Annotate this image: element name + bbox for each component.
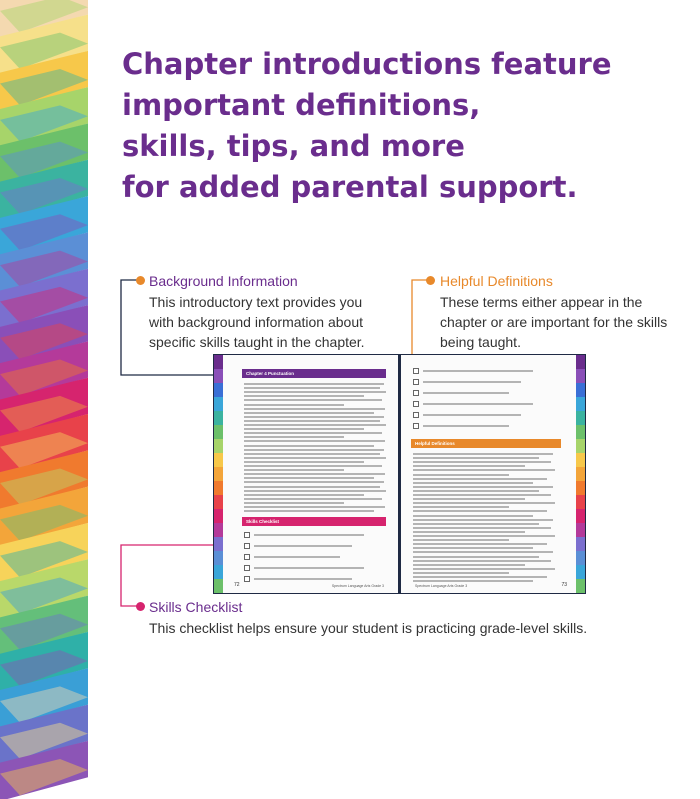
body-text-line <box>244 498 382 500</box>
definition-text-line <box>413 547 533 549</box>
body-text-line <box>244 412 374 414</box>
right-page-rainbow <box>576 355 585 593</box>
body-text-line <box>244 502 344 504</box>
body-text-line <box>244 453 380 455</box>
checklist-item-text <box>423 392 509 394</box>
definition-text-line <box>413 572 509 574</box>
headline <box>122 44 682 208</box>
book-spine <box>398 354 401 594</box>
body-text-line <box>244 506 385 508</box>
checkbox <box>244 565 250 571</box>
definitions-callout-line: being taught. <box>440 334 521 350</box>
checkbox <box>244 543 250 549</box>
definition-text-line <box>413 515 533 517</box>
checklist-callout-title: Skills Checklist <box>149 599 243 615</box>
checklist-item-text <box>254 556 340 558</box>
checklist-item-text <box>423 414 521 416</box>
definition-text-line <box>413 478 547 480</box>
body-text-line <box>244 420 380 422</box>
checklist-item <box>413 378 553 387</box>
body-text-line <box>244 477 374 479</box>
checklist-item-text <box>254 534 364 536</box>
checklist-item <box>244 575 384 584</box>
checklist-callout-line: This checklist helps ensure your student is practicing grade-level skills. <box>149 620 588 636</box>
checkbox <box>244 532 250 538</box>
definition-text-line <box>413 502 555 504</box>
background-callout-line: with background information about <box>149 314 364 330</box>
definition-text-line <box>413 494 551 496</box>
body-text-line <box>244 387 380 389</box>
definition-text-line <box>413 510 547 512</box>
body-text-line <box>244 404 344 406</box>
body-text-line <box>244 449 384 451</box>
definition-text-line <box>413 474 509 476</box>
checkbox <box>413 368 419 374</box>
body-text-line <box>244 399 382 401</box>
checklist-item-text <box>423 403 533 405</box>
definitions-callout <box>440 272 667 352</box>
body-text-line <box>244 494 364 496</box>
right-page <box>400 354 586 594</box>
checklist-item-text <box>423 381 521 383</box>
checklist-item-text <box>254 578 352 580</box>
checkbox <box>244 576 250 582</box>
definition-text-line <box>413 465 525 467</box>
headline-line-3: skills, tips, and more <box>122 129 465 163</box>
headline-line-4: for added parental support. <box>122 170 578 204</box>
definition-text-line <box>413 498 525 500</box>
body-text-line <box>244 440 385 442</box>
body-text-line <box>244 432 382 434</box>
definition-text-line <box>413 551 553 553</box>
checklist-item-text <box>254 545 352 547</box>
checklist-item-text <box>423 370 533 372</box>
checkbox <box>244 554 250 560</box>
body-text-line <box>244 436 344 438</box>
definition-text-line <box>413 523 539 525</box>
body-text-line <box>244 510 374 512</box>
definition-text-line <box>413 506 509 508</box>
definition-text-line <box>413 531 525 533</box>
checklist-item <box>244 531 384 540</box>
body-text-line <box>244 445 374 447</box>
body-text-line <box>244 473 385 475</box>
headline-line-1: Chapter introductions feature <box>122 47 612 81</box>
checkbox <box>413 401 419 407</box>
body-text-line <box>244 465 382 467</box>
body-text-line <box>244 424 386 426</box>
checklist-item <box>413 411 553 420</box>
body-text-line <box>244 457 386 459</box>
right-page-footer: Spectrum Language Arts Grade 3 <box>415 584 468 588</box>
definitions-callout-line: chapter or are important for the skills <box>440 314 668 330</box>
definitions-callout-title: Helpful Definitions <box>440 273 553 289</box>
left-page <box>213 354 399 594</box>
definition-text-line <box>413 453 553 455</box>
body-text-line <box>244 481 384 483</box>
definition-text-line <box>413 580 533 582</box>
checklist-callout-dot <box>136 602 145 611</box>
background-callout <box>149 272 365 352</box>
checklist-item <box>244 553 384 562</box>
chapter-tab: Chapter 4 Punctuation <box>242 369 386 378</box>
body-text-line <box>244 383 384 385</box>
definition-text-line <box>413 576 547 578</box>
body-text-line <box>244 469 344 471</box>
background-callout-title: Background Information <box>149 273 298 289</box>
definition-text-line <box>413 556 539 558</box>
background-callout-line: This introductory text provides you <box>149 294 363 310</box>
body-text-line <box>244 490 386 492</box>
helpful-definitions-tab: Helpful Definitions <box>411 439 561 448</box>
body-text-line <box>244 391 386 393</box>
checkbox <box>413 390 419 396</box>
checklist-callout <box>149 598 587 638</box>
body-text-line <box>244 395 364 397</box>
definition-text-line <box>413 560 551 562</box>
background-callout-line: specific skills taught in the chapter. <box>149 334 365 350</box>
checklist-item <box>413 367 553 376</box>
decorative-color-strip <box>0 0 88 799</box>
checkbox <box>413 423 419 429</box>
definition-text-line <box>413 535 555 537</box>
body-text-line <box>244 486 380 488</box>
definition-text-line <box>413 564 525 566</box>
body-text-line <box>244 428 364 430</box>
definition-text-line <box>413 568 555 570</box>
definition-text-line <box>413 482 533 484</box>
definition-text-line <box>413 486 553 488</box>
definition-text-line <box>413 519 553 521</box>
right-page-number: 73 <box>561 582 567 588</box>
definition-text-line <box>413 543 547 545</box>
checklist-item <box>244 564 384 573</box>
checkbox <box>413 379 419 385</box>
definition-text-line <box>413 527 551 529</box>
body-text-line <box>244 416 384 418</box>
checklist-item <box>413 400 553 409</box>
definition-text-line <box>413 461 551 463</box>
body-text-line <box>244 408 385 410</box>
skills-checklist-tab: Skills Checklist <box>242 517 386 526</box>
definition-text-line <box>413 490 539 492</box>
left-page-rainbow <box>214 355 223 593</box>
workbook-preview <box>213 354 586 594</box>
background-callout-dot <box>136 276 145 285</box>
checklist-item <box>244 542 384 551</box>
headline-line-2: important definitions, <box>122 88 481 122</box>
definition-text-line <box>413 539 509 541</box>
left-page-footer: Spectrum Language Arts Grade 3 <box>331 584 384 588</box>
checklist-item-text <box>423 425 509 427</box>
definitions-callout-line: These terms either appear in the <box>440 294 643 310</box>
definition-text-line <box>413 457 539 459</box>
body-text-line <box>244 461 364 463</box>
checklist-item <box>413 422 553 431</box>
checklist-item-text <box>254 567 364 569</box>
definition-text-line <box>413 469 555 471</box>
definitions-callout-dot <box>426 276 435 285</box>
checkbox <box>413 412 419 418</box>
checklist-item <box>413 389 553 398</box>
left-page-number: 72 <box>234 582 240 588</box>
